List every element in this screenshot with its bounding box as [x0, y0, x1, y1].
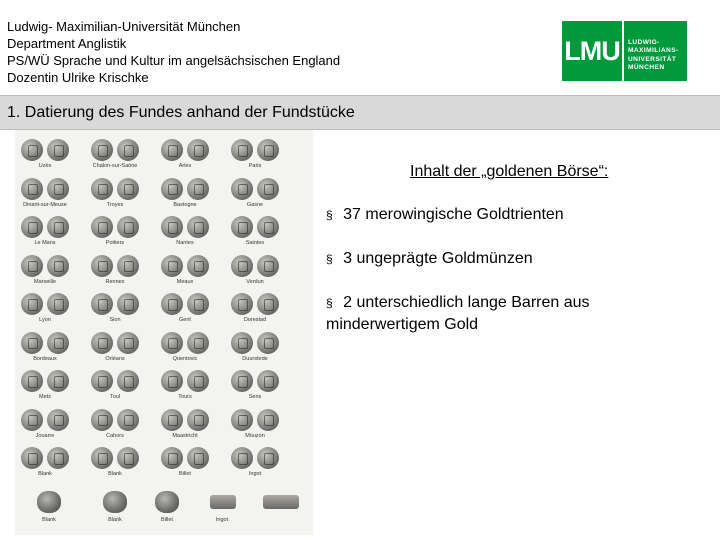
lmu-logo-mark: LMU [564, 35, 620, 66]
coin-caption: Troyes [106, 201, 124, 208]
coin-caption: Dinant-sur-Meuse [23, 201, 67, 208]
coin-image [117, 216, 139, 238]
gold-blank-image [103, 491, 127, 513]
bullet-item [326, 248, 706, 270]
coin-image [187, 447, 209, 469]
coin-image [257, 255, 279, 277]
coin-caption: Bastogne [173, 201, 197, 208]
coin-caption: Uzès [38, 163, 52, 169]
coin-image [231, 255, 253, 277]
coin-caption: Billet [179, 471, 191, 477]
coin-image [187, 216, 209, 238]
bullet-item [326, 204, 706, 226]
coin-image [91, 409, 113, 431]
coin-caption: Nantes [176, 240, 194, 246]
coin-image [117, 370, 139, 392]
coin-image [257, 332, 279, 354]
coin-caption: Bordeaux [33, 355, 57, 362]
coin-caption: Lyon [39, 317, 51, 323]
coin-caption: Poitiers [105, 240, 125, 246]
coin-image [187, 255, 209, 277]
coin-image [91, 447, 113, 469]
coin-caption: Metz [39, 394, 51, 400]
coin-image [257, 293, 279, 315]
coin-caption: Sens [248, 394, 262, 400]
coin-image [91, 178, 113, 200]
coin-caption: Blank [38, 471, 52, 477]
coin-image [47, 370, 69, 392]
gold-bar-image [210, 495, 236, 509]
coin-caption: Rennes [105, 278, 125, 285]
bullet-text: 37 merowingische Goldtrienten [343, 206, 564, 223]
coin-image [187, 178, 209, 200]
coin-caption: Saintes [245, 240, 265, 246]
coin-image [257, 178, 279, 200]
coin-image [257, 409, 279, 431]
coin-image [117, 293, 139, 315]
bullet-icon: § [326, 252, 333, 266]
coin-image [231, 447, 253, 469]
coin-image [91, 139, 113, 161]
coin-caption: Billet [161, 517, 173, 523]
lmu-logo-divider [622, 21, 624, 81]
coin-image [161, 332, 183, 354]
coin-image [161, 255, 183, 277]
coin-image [21, 370, 43, 392]
coin-image [187, 139, 209, 161]
lmu-logo-wordmark [628, 21, 679, 81]
coin-caption: Gasne [246, 201, 264, 208]
coin-image [117, 139, 139, 161]
logo-word: LUDWIG- [628, 39, 660, 46]
coin-image [117, 409, 139, 431]
content-title: Inhalt der „goldenen Börse“: [410, 163, 609, 180]
section-title: 1. Datierung des Fundes anhand der Fundstücke [7, 104, 355, 121]
bullet-text: 3 ungeprägte Goldmünzen [343, 250, 533, 267]
coin-caption: Blank [108, 471, 122, 477]
coin-image [187, 409, 209, 431]
coin-image [187, 332, 209, 354]
coin-image [161, 409, 183, 431]
coin-image [47, 293, 69, 315]
coin-image [21, 139, 43, 161]
coin-image [257, 370, 279, 392]
coin-image [187, 293, 209, 315]
gold-bar-image [263, 495, 299, 509]
coin-image [91, 332, 113, 354]
coin-image [257, 447, 279, 469]
coin-image [47, 178, 69, 200]
coin-image [21, 178, 43, 200]
coin-image [21, 409, 43, 431]
coin-image [231, 370, 253, 392]
gold-blank-image [155, 491, 179, 513]
lecturer-name: Dozentin Ulrike Krischke [7, 70, 149, 85]
coin-caption: Gent [179, 317, 191, 323]
coin-caption: Duurstede [242, 355, 268, 362]
coin-caption: Cahors [106, 432, 124, 439]
coin-image [117, 447, 139, 469]
coin-caption: Meaux [176, 278, 194, 285]
coin-image [47, 139, 69, 161]
coin-image [91, 370, 113, 392]
coin-image [21, 332, 43, 354]
coin-image [231, 409, 253, 431]
coin-caption: Dorestad [243, 317, 267, 323]
content-panel [326, 163, 706, 358]
bullet-text: 2 unterschiedlich lange Barren aus minderwertigem Gold [326, 294, 590, 333]
bullet-icon: § [326, 296, 333, 310]
coin-caption: Quentovic [172, 355, 198, 362]
coin-image [161, 139, 183, 161]
coin-image [161, 370, 183, 392]
coin-image [187, 370, 209, 392]
coin-caption: Chalon-sur-Saône [92, 163, 138, 169]
coin-image [161, 216, 183, 238]
coin-image [21, 447, 43, 469]
header-text [7, 18, 340, 86]
logo-word: MÜNCHEN [628, 63, 665, 71]
logo-word: UNIVERSITÄT [628, 55, 677, 63]
coin-caption: Tours [178, 394, 192, 400]
coin-caption: Toul [109, 394, 121, 400]
coin-image [91, 293, 113, 315]
coin-image [47, 332, 69, 354]
lmu-logo [562, 21, 687, 81]
coin-plate-image [15, 130, 313, 535]
coin-image [117, 178, 139, 200]
coin-caption: Paris [248, 163, 262, 169]
coin-image [117, 332, 139, 354]
coin-caption: Marseille [33, 278, 57, 285]
coin-image [231, 216, 253, 238]
coin-image [161, 293, 183, 315]
coin-caption: Ingot [215, 517, 229, 523]
coin-image [21, 216, 43, 238]
coin-image [231, 332, 253, 354]
bullet-icon: § [326, 208, 333, 222]
coin-image [47, 409, 69, 431]
coin-caption: Jouarre [35, 432, 55, 439]
department-name: Department Anglistik [7, 36, 127, 51]
coin-image [257, 216, 279, 238]
section-title-band [0, 95, 720, 130]
coin-caption: Blank [42, 517, 56, 523]
coin-image [91, 216, 113, 238]
coin-image [161, 178, 183, 200]
logo-word: MAXIMILIANS- [628, 47, 679, 55]
bullet-item [326, 292, 706, 336]
coin-caption: Verdun [246, 278, 264, 285]
coin-image [117, 255, 139, 277]
coin-image [47, 216, 69, 238]
coin-caption: Arles [178, 163, 192, 169]
course-name: PS/WÜ Sprache und Kultur im angelsächsischen England [7, 53, 341, 68]
coin-caption: Orléans [105, 355, 125, 362]
coin-image [21, 293, 43, 315]
coin-caption: Mouzon [245, 432, 265, 439]
coin-image [47, 255, 69, 277]
coin-image [231, 139, 253, 161]
coin-image [47, 447, 69, 469]
coin-image [21, 255, 43, 277]
coin-image [231, 293, 253, 315]
university-name: Ludwig- Maximilian-Universität München [7, 19, 241, 34]
coin-image [231, 178, 253, 200]
coin-caption: Blank [108, 517, 122, 523]
coin-caption: Maastricht [172, 432, 198, 439]
coin-image [91, 255, 113, 277]
coin-image [257, 139, 279, 161]
gold-blank-image [37, 491, 61, 513]
coin-caption: Sion [109, 317, 121, 323]
coin-image [161, 447, 183, 469]
coin-caption: Le Mans [34, 240, 56, 246]
coin-caption: Ingot [248, 471, 262, 477]
